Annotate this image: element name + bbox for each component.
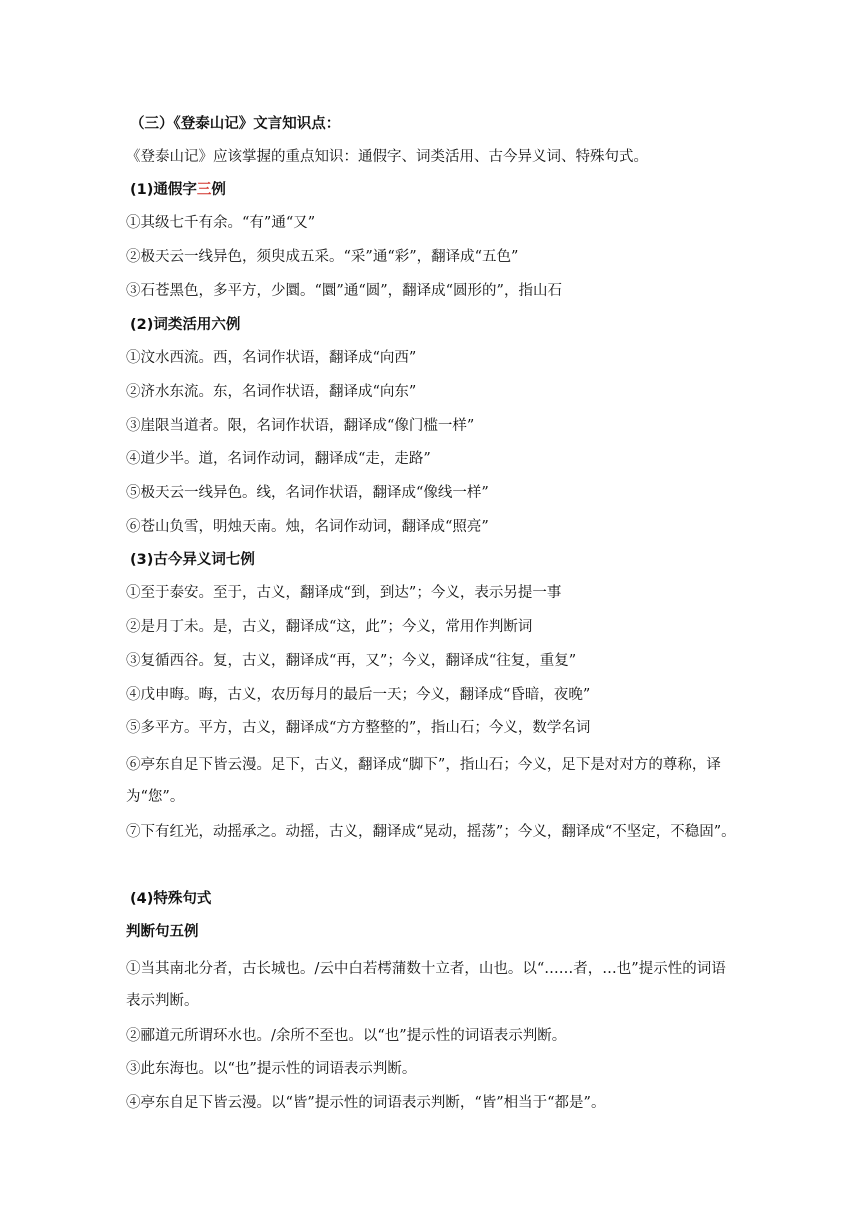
tongjiazi-item: ①其级七千有余。“有”通“又” xyxy=(126,215,316,231)
teshu-item: ②郦道元所谓环水也。/余所不至也。以“也”提示性的词语表示判断。 xyxy=(126,1028,567,1044)
cilei-item: ⑥苍山负雪，明烛天南。烛，名词作动词，翻译成“照亮” xyxy=(126,519,489,535)
cilei-item: ①汶水西流。西，名词作状语，翻译成“向西” xyxy=(126,350,417,366)
teshu-item: ③此东海也。以“也”提示性的词语表示判断。 xyxy=(126,1061,417,1077)
cilei-item: ⑤极天云一线异色。线，名词作状语，翻译成“像线一样” xyxy=(126,485,489,501)
teshu-item: ④亭东自足下皆云漫。以“皆”提示性的词语表示判断，“皆”相当于“都是”。 xyxy=(126,1095,606,1111)
section-title: （三）《登泰山记》文言知识点： xyxy=(130,116,341,132)
tongjiazi-heading-count: 三 xyxy=(196,182,212,198)
teshu-item: ①当其南北分者，古长城也。/云中白若樗蒲数十立者，山也。以“……者，…也”提示性的词语表示判断。 xyxy=(126,961,726,1009)
gujin-heading: (3)古今异义词七例 xyxy=(130,552,255,568)
tongjiazi-item: ③石苍黑色，多平方，少圜。“圜”通“圆”，翻译成“圆形的”，指山石 xyxy=(126,283,562,299)
gujin-item: ⑦下有红光，动摇承之。动摇，古义，翻译成“晃动，摇荡”；今义，翻译成“不坚定，不稳固”。 xyxy=(126,824,736,840)
panduan-subheading: 判断句五例 xyxy=(126,924,199,940)
cilei-item: ②济水东流。东，名词作状语，翻译成“向东” xyxy=(126,384,417,400)
cilei-item: ④道少半。道，名词作动词，翻译成“走，走路” xyxy=(126,451,431,467)
tongjiazi-item: ②极天云一线异色，须臾成五采。“采”通“彩”，翻译成“五色” xyxy=(126,249,519,265)
teshu-heading: (4)特殊句式 xyxy=(130,891,212,907)
gujin-item: ③复循西谷。复，古义，翻译成“再，又”；今义，翻译成“往复，重复” xyxy=(126,653,577,669)
tongjiazi-heading-prefix: (1)通假字 xyxy=(130,182,197,198)
gujin-item: ②是月丁未。是，古义，翻译成“这，此”；今义，常用作判断词 xyxy=(126,619,533,635)
tongjiazi-heading-suffix: 例 xyxy=(211,182,226,198)
gujin-item: ⑥亭东自足下皆云漫。足下，古义，翻译成“脚下”，指山石；今义，足下是对对方的尊称，译为“您”。 xyxy=(126,757,721,805)
intro-paragraph: 《登泰山记》应该掌握的重点知识：通假字、词类活用、古今异义词、特殊句式。 xyxy=(126,149,648,165)
cilei-item: ③崖限当道者。限，名词作状语，翻译成“像门槛一样” xyxy=(126,418,475,434)
tongjiazi-heading xyxy=(130,180,740,200)
gujin-item: ⑤多平方。平方，古义，翻译成“方方整整的”，指山石；今义，数学名词 xyxy=(126,720,591,736)
cilei-heading: (2)词类活用六例 xyxy=(130,317,241,333)
gujin-item: ①至于泰安。至于，古义，翻译成“到，到达”；今义，表示另提一事 xyxy=(126,585,562,601)
gujin-item: ④戊申晦。晦，古义，农历每月的最后一天；今义，翻译成“昏暗，夜晚” xyxy=(126,687,591,703)
